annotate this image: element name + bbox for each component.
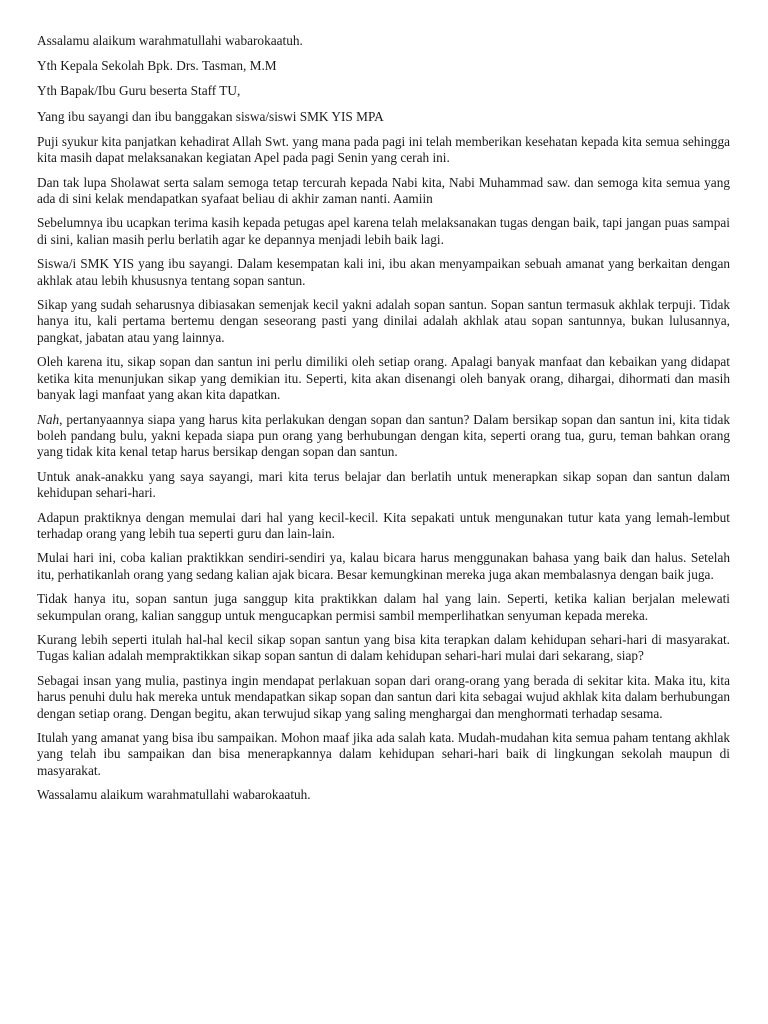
closing-greeting: Wassalamu alaikum warahmatullahi wabarokaatuh. [37,787,311,803]
paragraph-practice-today: Mulai hari ini, coba kalian praktikkan sendiri-sendiri ya, kalau bicara harus menggunakan bahasa yang baik dan halus. Setelah itu, perhatikanlah orang yang sedang kalian ajak bicara. Besar kemungkinan mereka juga akan membalasnya dengan baik juga. [37,550,730,582]
paragraph-closing-remarks: Itulah yang amanat yang bisa ibu sampaikan. Mohon maaf jika ada salah kata. Mudah-mudahan kita semua paham tentang akhlak yang telah ibu sampaikan dan bisa menerapkannya dalam kehidupan sehari-hari baik di lingkungan sekolah maupun di masyarakat. [37,730,730,778]
addressee-students: Yang ibu sayangi dan ibu banggakan siswa/siswi SMK YIS MPA [37,108,384,124]
paragraph-who-to-respect-text: , pertanyaannya siapa yang harus kita perlakukan dengan sopan dan santun? Dalam bersikap sopan dan santun ini, kita tidak boleh pandang bulu, yakni kepada siapa pun orang yang berhubungan dengan kita, seperti orang tua, guru, teman bahkan orang yang tidak kita kenal tetap harus bersikap dengan sopan dan santun. [37,411,730,460]
paragraph-other-practice: Tidak hanya itu, sopan santun juga sanggup kita praktikkan dalam hal yang lain. Seperti, ketika kalian berjalan melewati sekumpulan orang, kalian sanggup untuk mengucapkan permisi sambil memperlihatkan senyuman kepada mereka. [37,591,730,623]
paragraph-thanks-officers: Sebelumnya ibu ucapkan terima kasih kepada petugas apel karena telah melaksanakan tugas dengan baik, tapi jangan puas sampai di sini, kalian masih perlu berlatih agar ke depannya menjadi lebih baik lagi. [37,215,730,247]
addressee-principal: Yth Kepala Sekolah Bpk. Drs. Tasman, M.M [37,58,277,74]
paragraph-who-to-respect [37,412,730,461]
paragraph-gratitude: Puji syukur kita panjatkan kehadirat Allah Swt. yang mana pada pagi ini telah memberikan kesehatan kepada kita semua sehingga kita masih dapat melaksanakan kegiatan Apel pada pagi Senin yang cerah ini. [37,133,730,166]
paragraph-keep-learning: Untuk anak-anakku yang saya sayangi, mari kita terus belajar dan berlatih untuk menerapkan sikap sopan dan santun dalam kehidupan sehari-hari. [37,468,730,501]
paragraph-summary-task: Kurang lebih seperti itulah hal-hal kecil sikap sopan santun yang bisa kita terapkan dalam kehidupan sehari-hari di masyarakat. Tugas kalian adalah mempraktikkan sikap sopan santun di dalam kehidupan sehari-hari mulai dari sekarang, siap? [37,631,730,664]
addressee-teachers: Yth Bapak/Ibu Guru beserta Staff TU, [37,83,241,99]
paragraph-benefits: Oleh karena itu, sikap sopan dan santun ini perlu dimiliki oleh setiap orang. Apalagi banyak manfaat dan kebaikan yang didapat ketika kita menunjukan sikap yang demikian itu. Seperti, kita akan disenangi oleh banyak orang, dihargai, dihormati dan masih banyak lagi manfaat yang akan kita dapatkan. [37,354,730,403]
paragraph-noble-beings: Sebagai insan yang mulia, pastinya ingin mendapat perlakuan sopan dari orang-orang yang berada di sekitar kita. Maka itu, kita harus penuhi dulu hak mereka untuk mendapatkan sikap sopan dan santun dari kita sebagai wujud akhlak kita dalam berhubungan dengan setiap orang. Dengan begitu, akan terwujud sikap yang saling menghargai dan menghormati terhadap sesama. [37,672,730,721]
paragraph-topic-intro: Siswa/i SMK YIS yang ibu sayangi. Dalam kesempatan kali ini, ibu akan menyampaikan sebuah amanat yang berkaitan dengan akhlak atau lebih khususnya tentang sopan santun. [37,256,730,288]
italic-interjection: Nah [37,411,60,427]
opening-greeting: Assalamu alaikum warahmatullahi wabarokaatuh. [37,33,303,48]
paragraph-politeness-definition: Sikap yang sudah seharusnya dibiasakan semenjak kecil yakni adalah sopan santun. Sopan santun termasuk akhlak terpuji. Tidak hanya itu, kali pertama bertemu dengan seseorang pasti yang dinilai adalah akhlak atau sopan santunnya, bukan lulusannya, pangkat, jabatan atau yang lainnya. [37,297,730,345]
paragraph-start-small: Adapun praktiknya dengan memulai dari hal yang kecil-kecil. Kita sepakati untuk mengunakan tutur kata yang lemah-lembut terhadap orang yang lebih tua seperti guru dan lain-lain. [37,509,730,541]
paragraph-sholawat: Dan tak lupa Sholawat serta salam semoga tetap tercurah kepada Nabi kita, Nabi Muhammad saw. dan semoga kita semua yang ada di sini kelak mendapatkan syafaat beliau di akhir zaman nanti. Aamiin [37,174,730,207]
